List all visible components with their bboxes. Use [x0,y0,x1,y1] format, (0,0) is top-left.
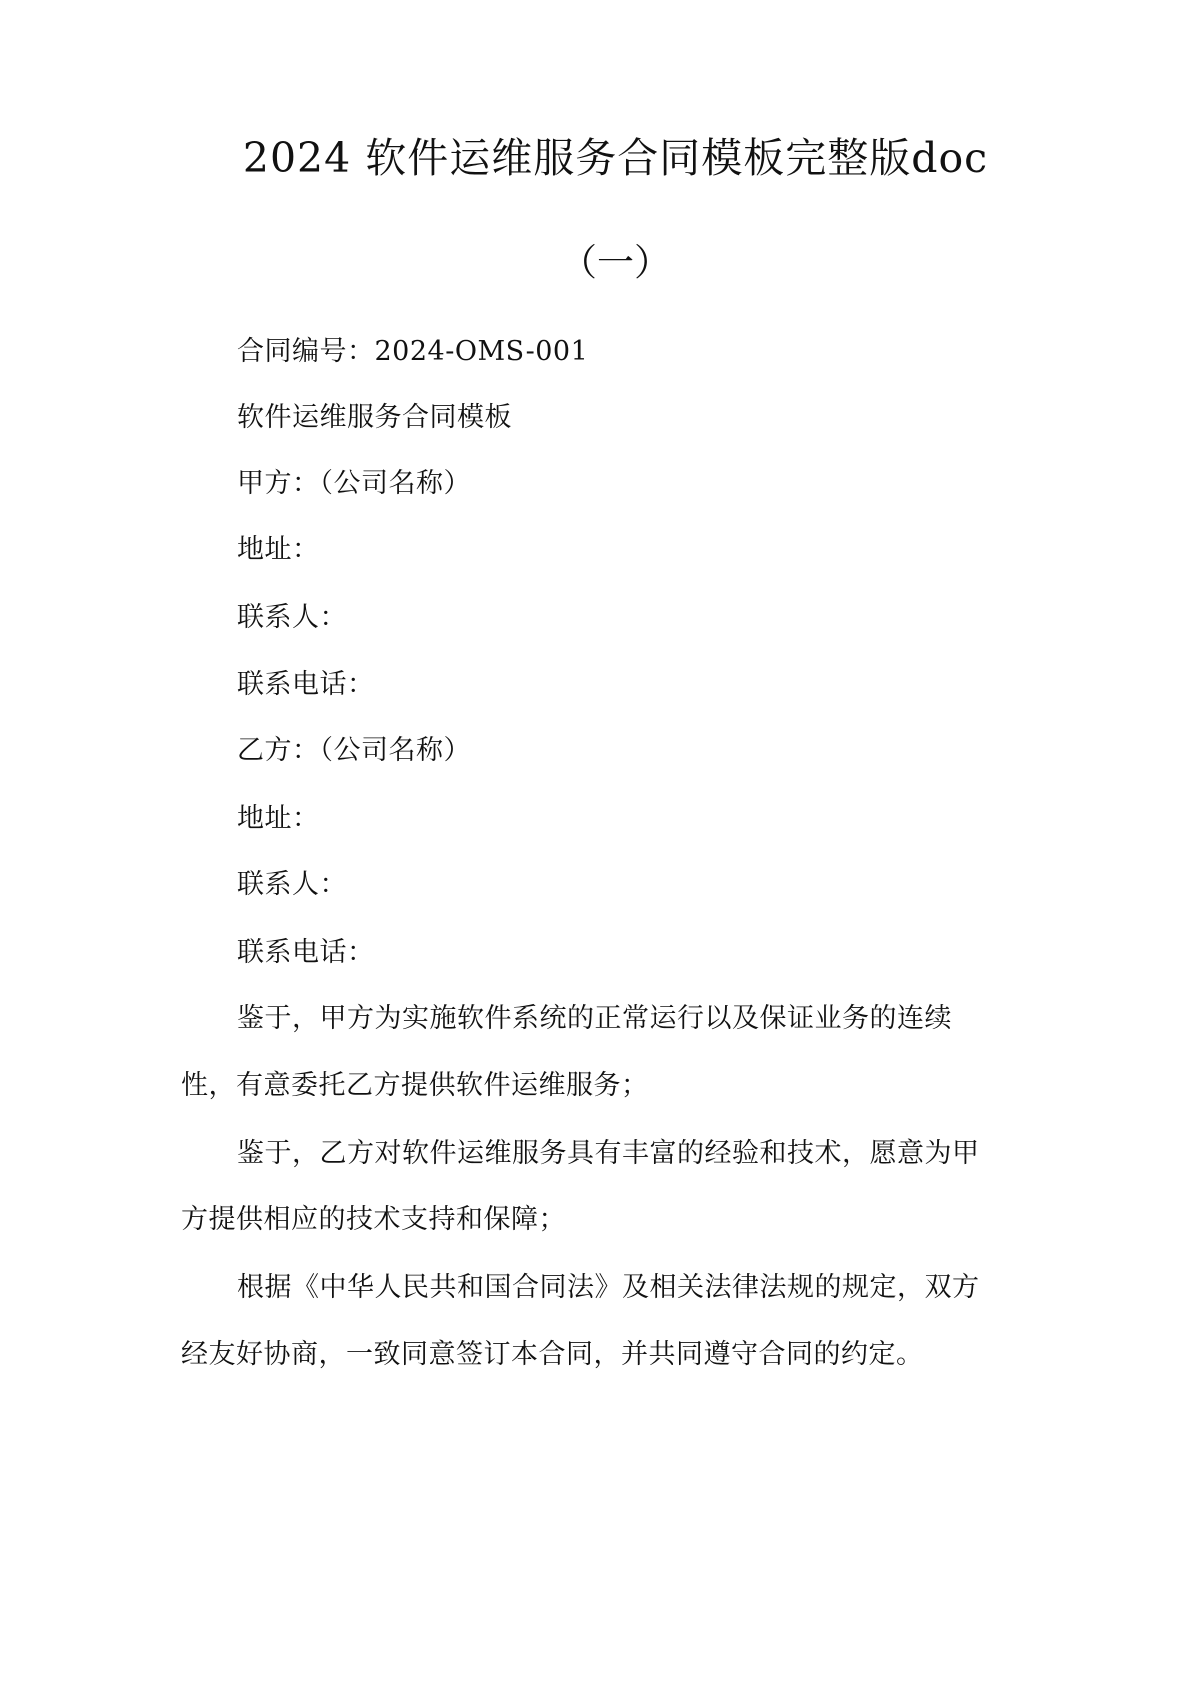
recital-2-line-1: 鉴于，乙方对软件运维服务具有丰富的经验和技术，愿意为甲 [237,1138,980,1169]
recital-1-line-1: 鉴于，甲方为实施软件系统的正常运行以及保证业务的连续 [237,1003,952,1034]
document-title-text: 2024 软件运维服务合同模板完整版doc [242,134,989,182]
party-a-phone-line: 联系电话： [237,669,375,700]
document-subtitle-text: （一） [560,241,671,284]
document-subtitle [0,236,1191,290]
party-a-address-line: 地址： [237,534,320,565]
recital-3-line-1: 根据《中华人民共和国合同法》及相关法律法规的规定，双方 [237,1272,980,1303]
contract-name-line: 软件运维服务合同模板 [237,402,512,433]
party-a-line: 甲方：（公司名称） [237,468,471,499]
document-title [0,128,1191,188]
party-b-contact-line: 联系人： [237,869,347,900]
party-b-phone-line: 联系电话： [237,937,375,968]
recital-2-line-2: 方提供相应的技术支持和保障； [181,1204,566,1235]
party-a-contact-line: 联系人： [237,602,347,633]
recital-1-line-2: 性，有意委托乙方提供软件运维服务； [181,1070,649,1101]
contract-number-line: 合同编号：2024-OMS-001 [237,336,589,367]
party-b-line: 乙方：（公司名称） [237,735,471,766]
recital-3-line-2: 经友好协商，一致同意签订本合同，并共同遵守合同的约定。 [181,1339,924,1370]
party-b-address-line: 地址： [237,803,320,834]
